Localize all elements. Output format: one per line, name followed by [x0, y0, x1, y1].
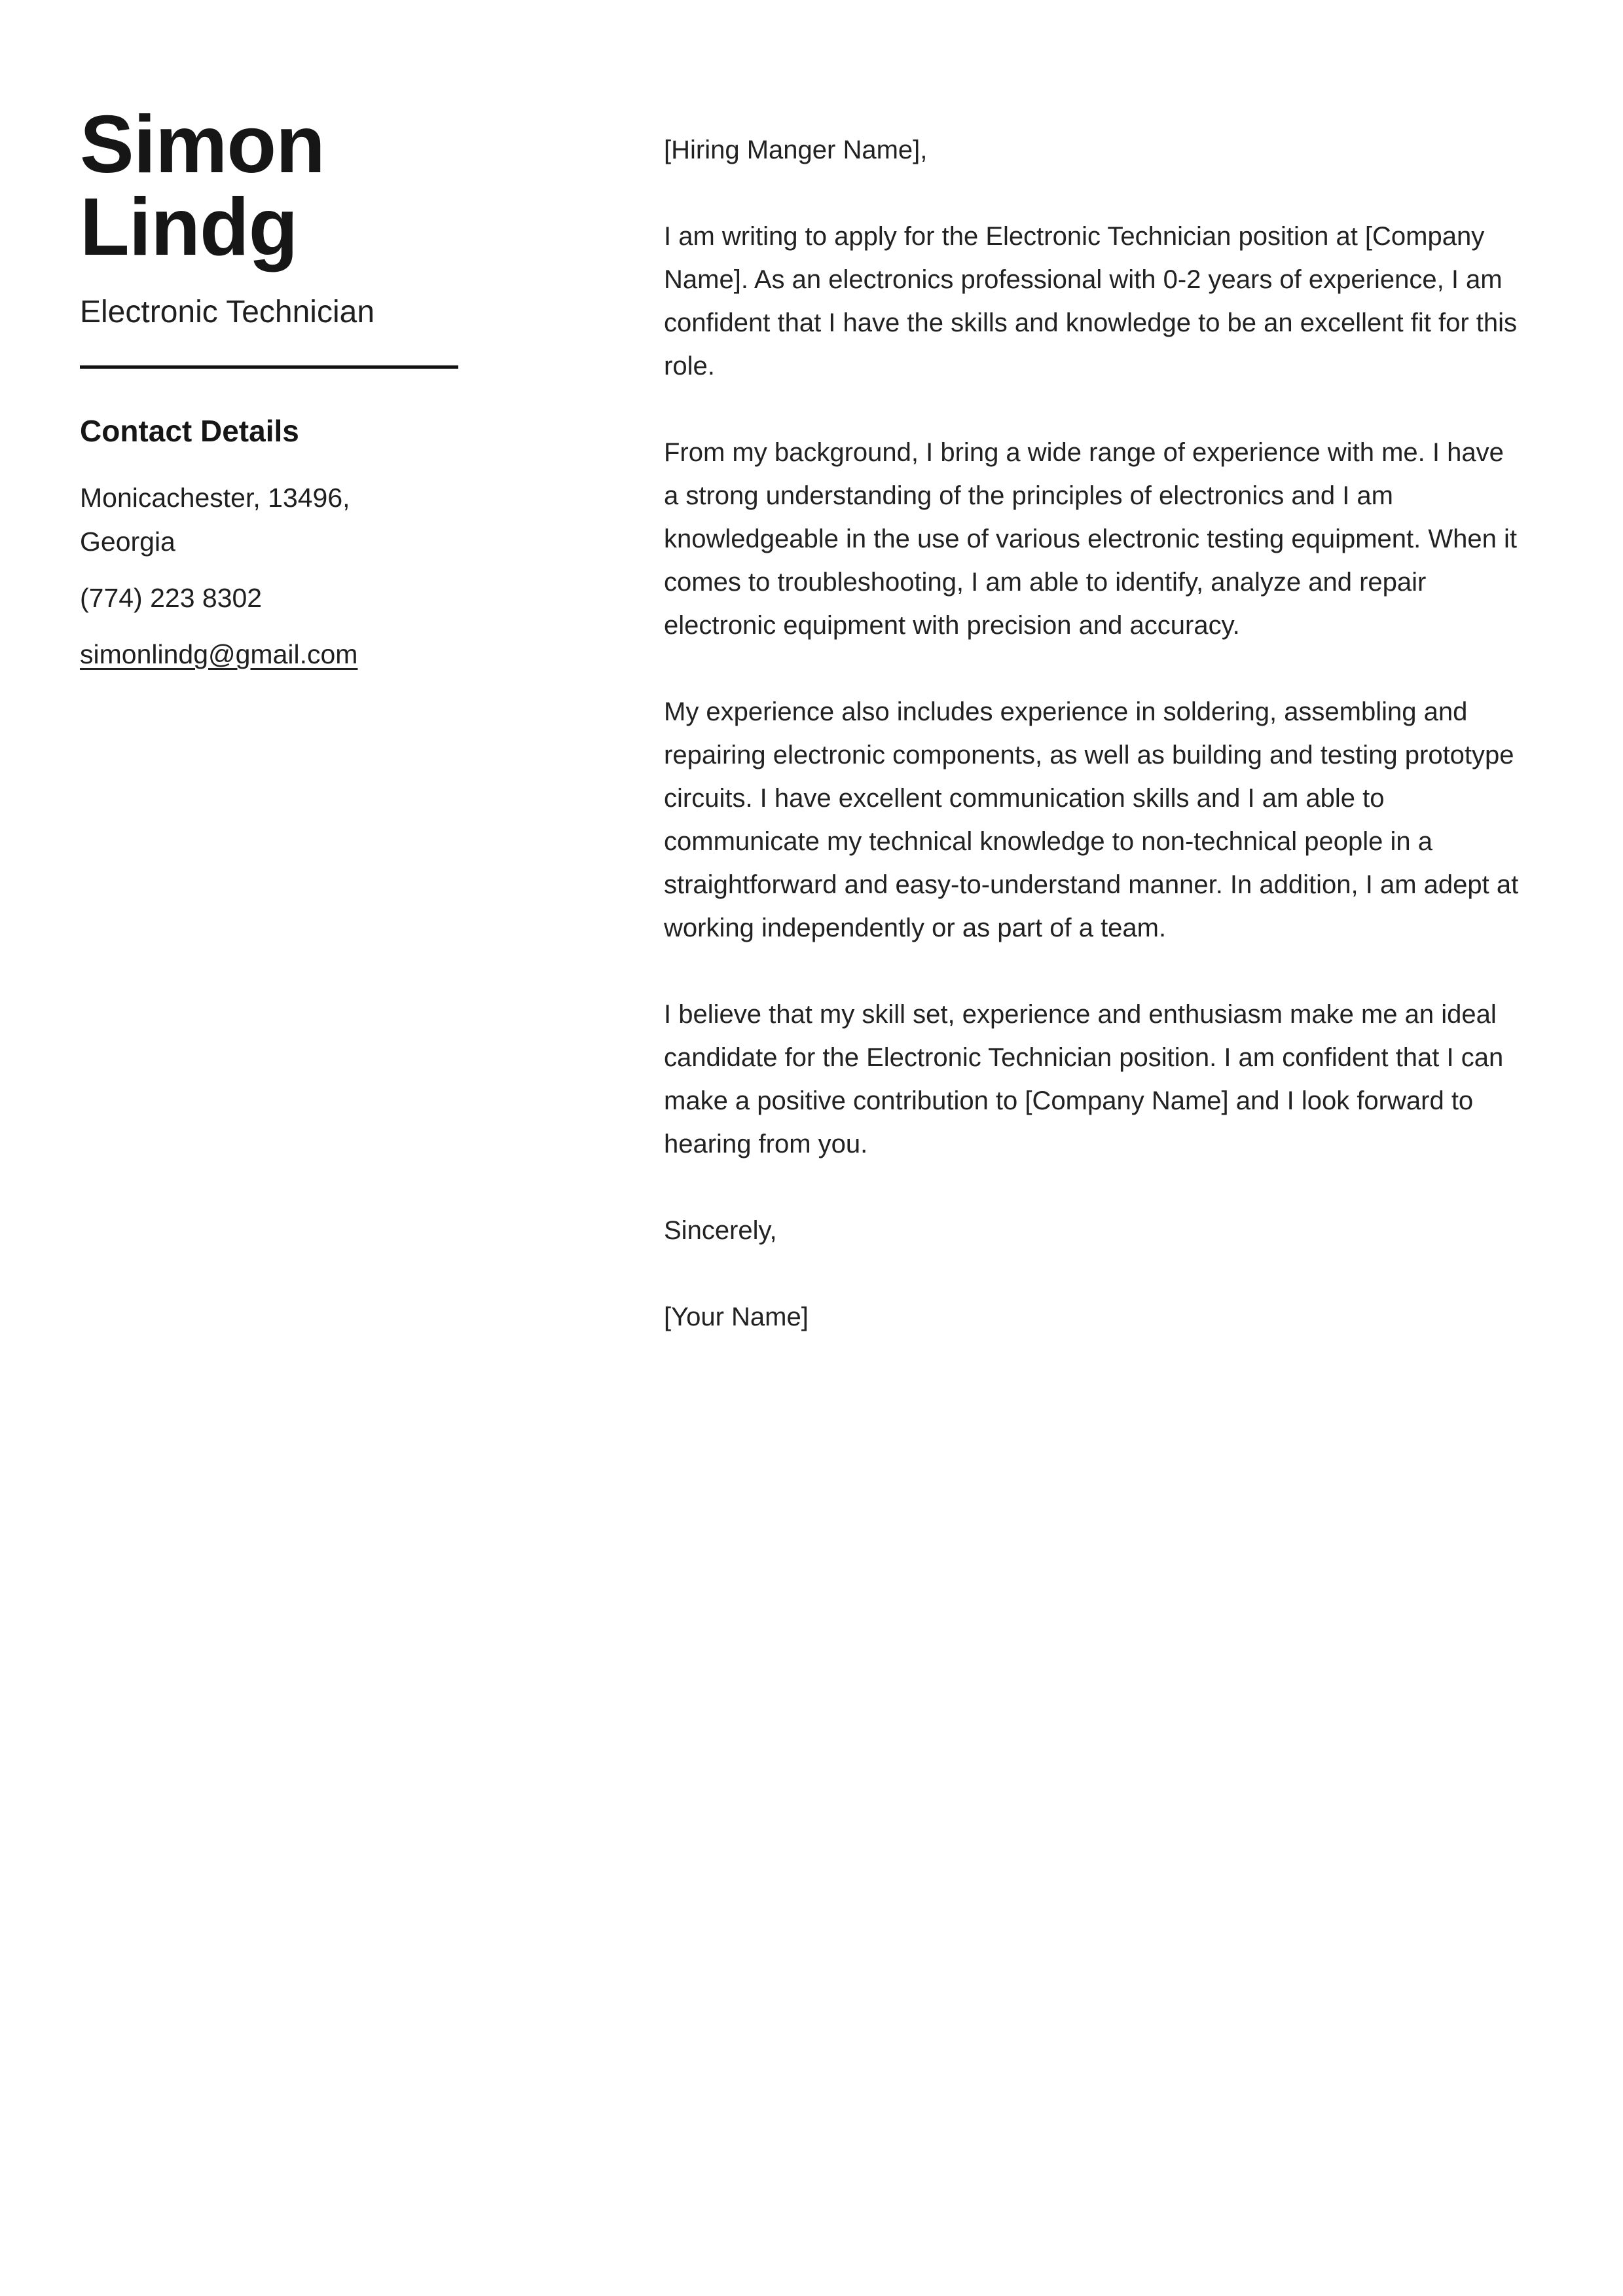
- letter-closing: Sincerely,: [664, 1216, 777, 1245]
- contact-details-heading: Contact Details: [80, 413, 299, 448]
- candidate-first-name: Simon: [80, 100, 325, 190]
- letter-paragraph-3: My experience also includes experience in soldering, assembling and repairing electronic components, as well as building and testing prototype circuits. I have excellent communication skills and I am able to communicate my technical knowledge to non-technical people in a straightforward and easy-to-understand manner. In addition, I am adept at working independently or as part of a team.: [664, 697, 1519, 942]
- contact-email-link[interactable]: simonlindg@gmail.com: [80, 639, 358, 669]
- letter-paragraph-2: From my background, I bring a wide range of experience with me. I have a strong understanding of the principles of electronics and I am knowledgeable in the use of various electronic testing equipment. When it comes to troubleshooting, I am able to identify, analyze and repair electronic equipment with precision and accuracy.: [664, 438, 1517, 640]
- letter-salutation: [Hiring Manger Name],: [664, 136, 928, 164]
- letter-signature: [Your Name]: [664, 1303, 809, 1331]
- contact-address-line1: Monicachester, 13496,: [80, 482, 350, 513]
- contact-list: [80, 476, 433, 676]
- sidebar-divider: [80, 365, 458, 369]
- job-title: Electronic Technician: [80, 294, 375, 329]
- contact-address: [80, 476, 433, 564]
- letter-paragraph-1: I am writing to apply for the Electronic Technician position at [Company Name]. As an electronics professional with 0-2 years of experience, I am confident that I have the skills and knowledge to be an excellent fit for this role.: [664, 222, 1518, 380]
- contact-phone: (774) 223 8302: [80, 582, 263, 613]
- letter-body: [664, 128, 1522, 1339]
- candidate-last-name: Lindg: [80, 182, 298, 273]
- letter-paragraph-4: I believe that my skill set, experience and enthusiasm make me an ideal candidate for the Electronic Technician position. I am confident that I can make a positive contribution to [Company Name] and I look forward to hearing from you.: [664, 1000, 1504, 1158]
- sidebar: [80, 100, 473, 689]
- candidate-name: [80, 100, 473, 273]
- contact-address-line2: Georgia: [80, 526, 175, 557]
- contact-email: [80, 633, 433, 676]
